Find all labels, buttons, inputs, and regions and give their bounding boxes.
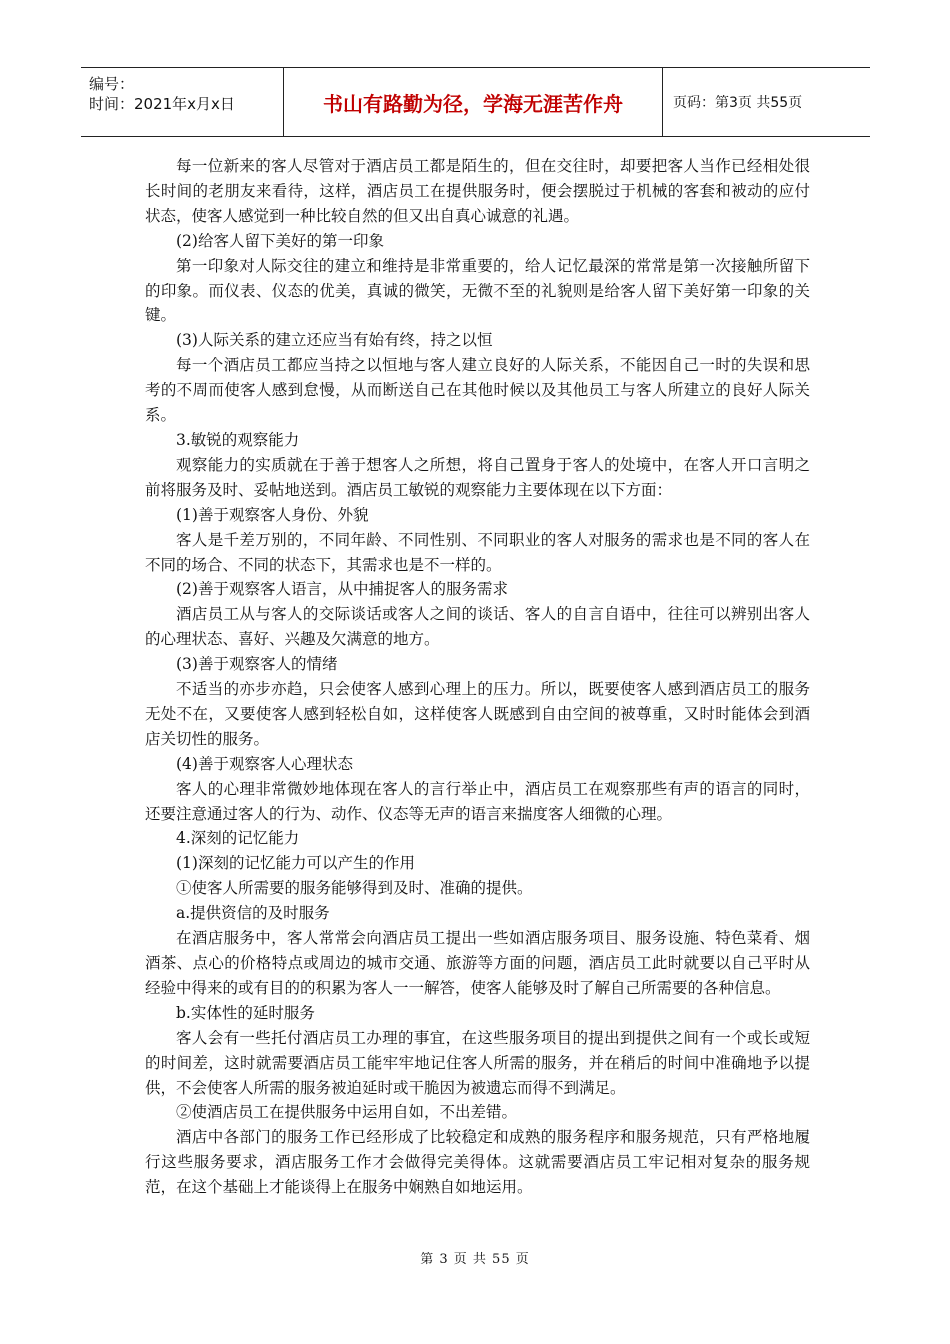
paragraph: 第一印象对人际交往的建立和维持是非常重要的，给人记忆最深的常常是第一次接触所留下的印象。而仪表、仪态的优美，真诚的微笑，无微不至的礼貌则是给客人留下美好第一印象的关键。 [145,256,810,325]
subheading: a.提供资信的及时服务 [176,904,330,923]
page-footer: 第 3 页 共 55 页 [420,1252,530,1267]
paragraph: 客人的心理非常微妙地体现在客人的言行举止中，酒店员工在观察那些有声的语言的同时，还要注意通过客人的行为、动作、仪态等无声的语言来揣度客人细微的心理。 [145,779,810,823]
paragraph: 酒店中各部门的服务工作已经形成了比较稳定和成熟的服务程序和服务规范，只有严格地履行这些服务要求，酒店服务工作才会做得完美得体。这就需要酒店员工牢记相对复杂的服务规范，在这个基础上才能谈得上在服务中娴熟自如地运用。 [145,1128,810,1197]
header-motto: 书山有路勤为径，学海无涯苦作舟 [284,68,663,136]
code-label: 编号： [89,75,135,93]
header-meta [81,68,284,136]
list-item: ①使客人所需要的服务能够得到及时、准确的提供。 [176,879,533,898]
paragraph: 观察能力的实质就在于善于想客人之所想，将自己置身于客人的处境中，在客人开口言明之前将服务及时、妥帖地送到。酒店员工敏锐的观察能力主要体现在以下方面： [145,455,810,499]
subheading: (3)人际关系的建立还应当有始有终，持之以恒 [176,331,493,350]
paragraph: 在酒店服务中，客人常常会向酒店员工提出一些如酒店服务项目、服务设施、特色菜肴、烟酒茶、点心的价格特点或周边的城市交通、旅游等方面的问题，酒店员工此时就要以自己平时从经验中得来的或有目的的积累为客人一一解答，使客人能够及时了解自己所需要的各种信息。 [145,929,810,997]
subheading: (2)善于观察客人语言，从中捕捉客人的服务需求 [176,580,508,599]
header-page-info: 页码：第3页 共55页 [673,95,803,111]
paragraph: 不适当的亦步亦趋，只会使客人感到心理上的压力。所以，既要使客人感到酒店员工的服务无处不在，又要使客人感到轻松自如，这样使客人既感到自由空间的被尊重，又时时能体会到酒店关切性的服务。 [145,680,810,748]
subheading: (1)善于观察客人身份、外貌 [176,505,369,524]
subheading: (4)善于观察客人心理状态 [176,754,353,773]
date-label: 时间：2021年x月x日 [89,95,235,113]
section-heading: 3.敏锐的观察能力 [176,430,300,449]
page-header [81,67,870,137]
paragraph: 客人会有一些托付酒店员工办理的事宜，在这些服务项目的提出到提供之间有一个或长或短的时间差，这时就需要酒店员工能牢牢地记住客人所需的服务，并在稍后的时间中准确地予以提供，不会使客人所需的服务被迫延时或干脆因为被遗忘而得不到满足。 [145,1028,810,1097]
paragraph: 客人是千差万别的，不同年龄、不同性别、不同职业的客人对服务的需求也是不同的客人在不同的场合、不同的状态下，其需求也是不一样的。 [145,530,810,574]
paragraph: 每一个酒店员工都应当持之以恒地与客人建立良好的人际关系，不能因自己一时的失误和思考的不周而使客人感到怠慢，从而断送自己在其他时候以及其他员工与客人所建立的良好人际关系。 [145,356,810,425]
subheading: (1)深刻的记忆能力可以产生的作用 [176,854,415,873]
document-body [145,154,810,1200]
section-heading: 4.深刻的记忆能力 [176,829,300,848]
paragraph: 每一位新来的客人尽管对于酒店员工都是陌生的，但在交往时，却要把客人当作已经相处很长时间的老朋友来看待，这样，酒店员工在提供服务时，便会摆脱过于机械的客套和被动的应付状态，使客人感觉到一种比较自然的但又出自真心诚意的礼遇。 [145,157,810,225]
subheading: (3)善于观察客人的情绪 [176,655,338,674]
list-item: ②使酒店员工在提供服务中运用自如，不出差错。 [176,1103,518,1122]
subheading: (2)给客人留下美好的第一印象 [176,231,384,250]
paragraph: 酒店员工从与客人的交际谈话或客人之间的谈话、客人的自言自语中，往往可以辨别出客人的心理状态、喜好、兴趣及欠满意的地方。 [145,605,810,649]
subheading: b.实体性的延时服务 [176,1003,315,1022]
